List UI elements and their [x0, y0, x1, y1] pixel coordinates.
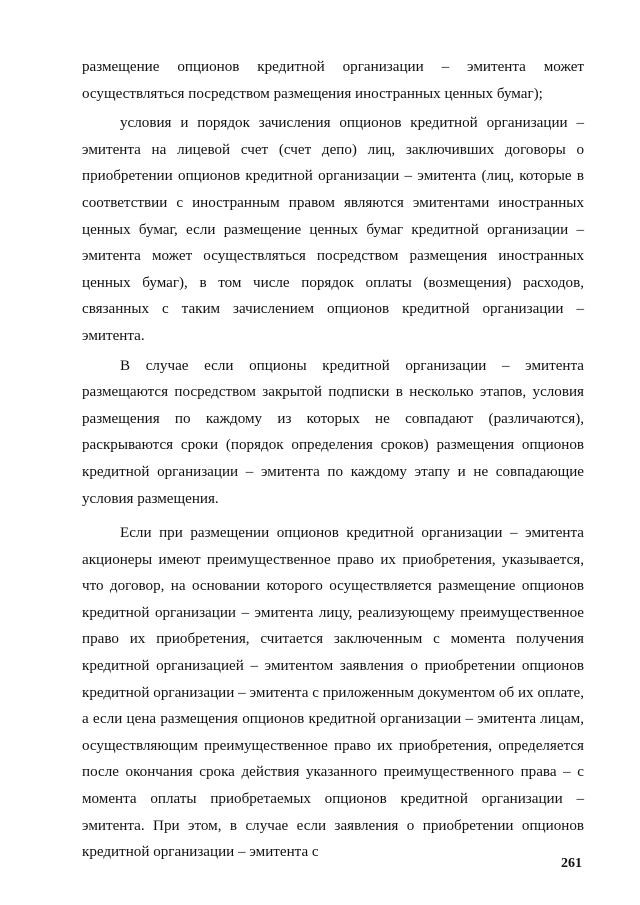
paragraph-continuation: размещение опционов кредитной организации – эмитента может осуществляться посредством размещения иностранных ценных бумаг);	[82, 59, 584, 102]
paragraph-conditions: условия и порядок зачисления опционов кредитной организации – эмитента на лицевой счет (счет депо) лиц, заключивших договоры о приобретении опционов кредитной организации – эмитента (лиц, которые в соответствии с иностранным правом являются эмитентами иностранных ценных бумаг, если размещение ценных бумаг кредитной организации – эмитента может осуществляться посредством размещения иностранных ценных бумаг), в том числе порядок оплаты (возмещения) расходов, связанных с таким зачислением опционов кредитной организации – эмитента.	[82, 115, 584, 344]
paragraph-preemptive-right: Если при размещении опционов кредитной организации – эмитента акционеры имеют преимущественное право их приобретения, указывается, что договор, на основании которого осуществляется размещение опционов кредитной организации – эмитента лицу, реализующему преимущественное право их приобретения, считается заключенным с момента получения кредитной организацией – эмитентом заявления о приобретении опционов кредитной организации – эмитента с приложенным документом об их оплате, а если цена размещения опционов кредитной организации – эмитента лицам, осуществляющим преимущественное право их приобретения, определяется после окончания срока действия указанного преимущественного права – с момента оплаты приобретаемых опционов кредитной организации – эмитента. При этом, в случае если заявления о приобретении опционов кредитной организации – эмитента с	[82, 525, 584, 861]
page-number: 261	[561, 856, 582, 871]
paragraph-closed-subscription: В случае если опционы кредитной организации – эмитента размещаются посредством закрытой подписки в несколько этапов, условия размещения по каждому из которых не совпадают (различаются), раскрываются сроки (порядок определения сроков) размещения опционов кредитной организации – эмитента по каждому этапу и не совпадающие условия размещения.	[82, 357, 584, 507]
